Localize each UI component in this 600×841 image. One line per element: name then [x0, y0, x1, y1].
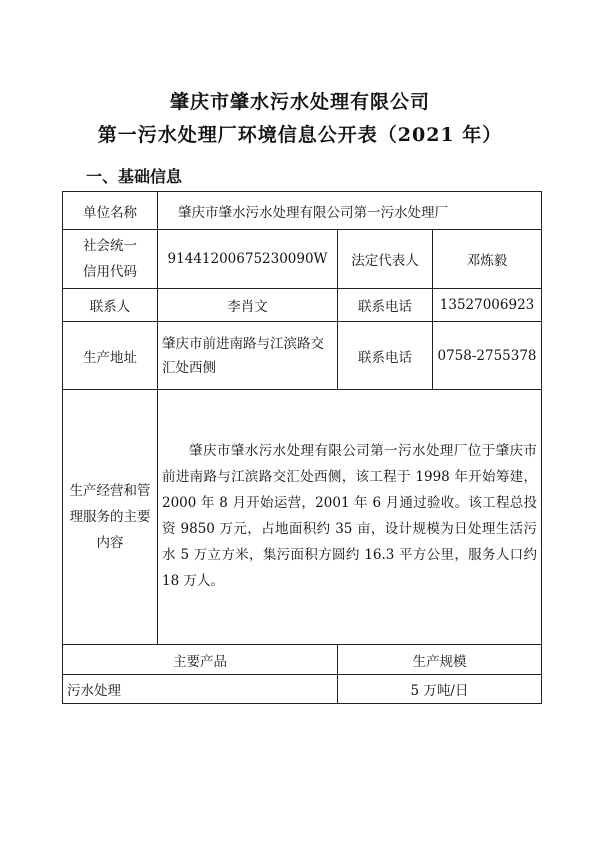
business-description — [158, 390, 542, 645]
scale-header: 生产规模 — [338, 645, 542, 675]
phone-value-2: 0758-2755378 — [433, 322, 542, 390]
product-header: 主要产品 — [63, 645, 338, 675]
table-row — [63, 230, 542, 289]
document-subtitle: 第一污水处理厂环境信息公开表（2021 年） — [97, 124, 503, 146]
table-row — [63, 645, 542, 675]
credit-code-label — [63, 230, 158, 289]
table-row — [63, 322, 542, 390]
table-row — [63, 289, 542, 322]
document-title: 肇庆市肇水污水处理有限公司 — [169, 91, 430, 113]
business-label: 生产经营和管理服务的主要内容 — [63, 390, 158, 645]
table-row — [63, 192, 542, 230]
table-row — [63, 675, 542, 704]
unit-name-label: 单位名称 — [63, 192, 158, 230]
contact-value: 李肖文 — [158, 289, 338, 322]
address-label: 生产地址 — [63, 322, 158, 390]
phone-label-1: 联系电话 — [338, 289, 433, 322]
credit-code-label-line2: 信用代码 — [83, 264, 137, 280]
section-title-basic-info: 一、基础信息 — [86, 167, 183, 186]
address-value: 肇庆市前进南路与江滨路交汇处西侧 — [158, 322, 338, 390]
phone-label-2: 联系电话 — [338, 322, 433, 390]
legal-rep-label: 法定代表人 — [338, 230, 433, 289]
contact-label: 联系人 — [63, 289, 158, 322]
scale-value: 5 万吨/日 — [338, 675, 542, 704]
product-value: 污水处理 — [63, 675, 338, 704]
credit-code-value: 91441200675230090W — [158, 230, 338, 289]
basic-info-table — [62, 191, 542, 704]
table-row — [63, 390, 542, 645]
legal-rep-value: 邓炼毅 — [433, 230, 542, 289]
phone-value-1: 13527006923 — [433, 289, 542, 322]
credit-code-label-line1: 社会统一 — [83, 238, 137, 254]
business-paragraph: 肇庆市肇水污水处理有限公司第一污水处理厂位于肇庆市前进南路与江滨路交汇处西侧，该工程于 1998 年开始筹建，2000 年 8 月开始运营，2001 年 6 月通过验收。该工程总投资 9850 万元，占地面积约 35 亩，设计规模为日处理生活污水 5 万立方米，集污面积方圆约 16.3 平方公里，服务人口约 18 万人。 — [162, 443, 538, 589]
unit-name-value: 肇庆市肇水污水处理有限公司第一污水处理厂 — [158, 192, 542, 230]
